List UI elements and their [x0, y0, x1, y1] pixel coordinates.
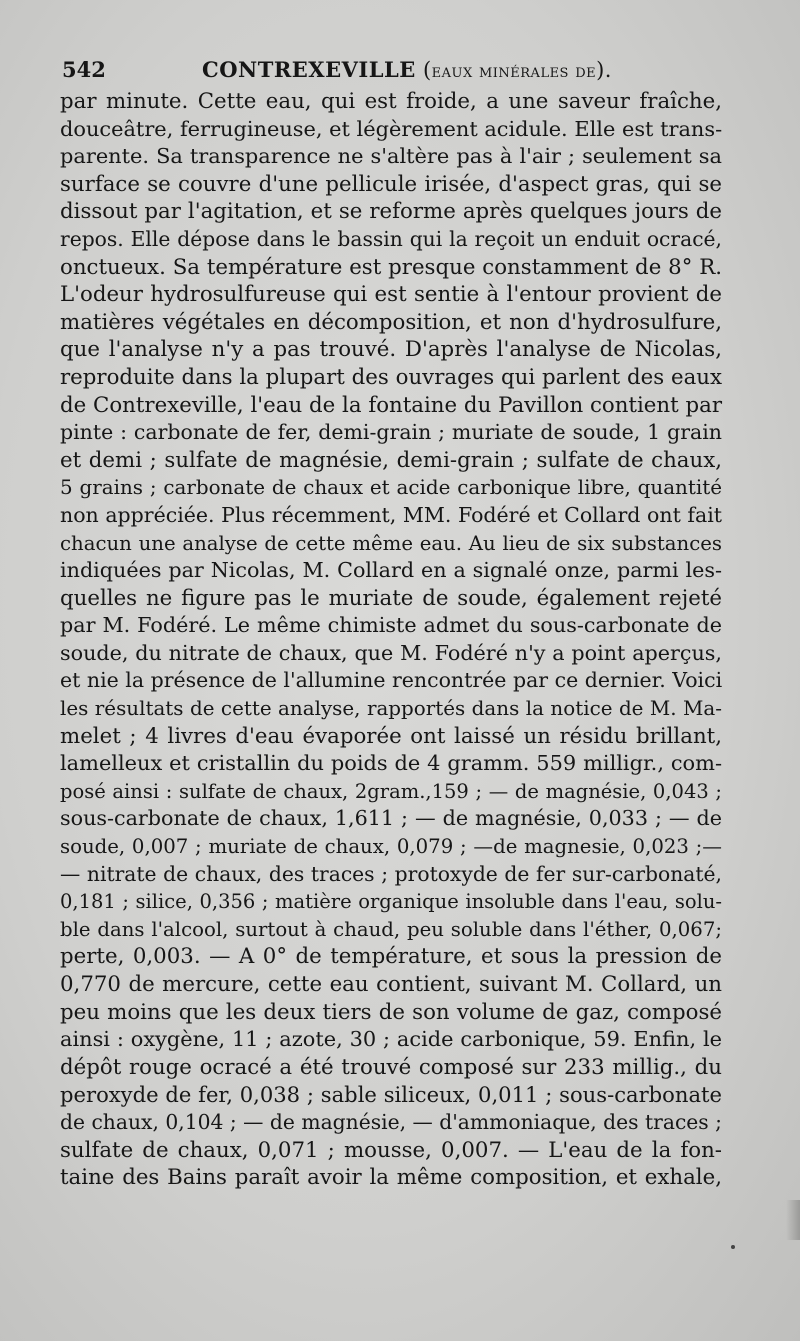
text-line: peroxyde de fer, 0,038 ; sable siliceux, 0,011 ; sous-carbonate	[60, 1082, 722, 1108]
page-number: 542	[62, 57, 106, 82]
text-line: et demi ; sulfate de magnésie, demi-grain ; sulfate de chaux,	[60, 447, 722, 473]
body-text	[60, 88, 722, 1192]
text-line: melet ; 4 livres d'eau évaporée ont laissé un résidu brillant,	[60, 723, 722, 749]
text-line: dissout par l'agitation, et se reforme après quelques jours de	[60, 199, 722, 225]
text-line: reproduite dans la plupart des ouvrages qui parlent des eaux	[60, 364, 722, 390]
text-line: les résultats de cette analyse, rapportés dans la notice de M. Ma-	[60, 697, 722, 721]
text-line: surface se couvre d'une pellicule irisée, d'aspect gras, qui se	[60, 171, 722, 197]
page-header	[62, 53, 732, 87]
text-line: par M. Fodéré. Le même chimiste admet du sous-carbonate de	[60, 613, 722, 638]
text-line: par minute. Cette eau, qui est froide, a une saveur fraîche,	[60, 89, 722, 114]
running-title-close-paren: ).	[596, 58, 612, 82]
text-line: douceâtre, ferrugineuse, et légèrement acidule. Elle est trans-	[60, 116, 723, 141]
text-line: de chaux, 0,104 ; — de magnésie, — d'ammoniaque, des traces ;	[60, 1109, 722, 1134]
text-line: que l'analyse n'y a pas trouvé. D'après l'analyse de Nicolas,	[60, 337, 722, 363]
text-line: sulfate de chaux, 0,071 ; mousse, 0,007. — L'eau de la fon-	[60, 1137, 722, 1163]
text-line: quelles ne figure pas le muriate de soude, également rejeté	[60, 585, 722, 611]
text-line: repos. Elle dépose dans le bassin qui la reçoit un enduit ocracé,	[60, 226, 722, 251]
text-line: non appréciée. Plus récemment, MM. Fodéré et Collard ont fait	[60, 502, 722, 527]
page-edge-shadow	[786, 1200, 800, 1240]
text-line: soude, du nitrate de chaux, que M. Fodéré n'y a point aperçus,	[60, 640, 722, 665]
text-line: et nie la présence de l'allumine rencontrée par ce dernier. Voici	[60, 668, 723, 693]
text-line: taine des Bains paraît avoir la même composition, et exhale,	[60, 1165, 722, 1191]
text-line: chacun une analyse de cette même eau. Au lieu de six substances	[60, 531, 722, 555]
text-line: peu moins que les deux tiers de son volume de gaz, composé	[60, 999, 722, 1025]
text-line: 5 grains ; carbonate de chaux et acide carbonique libre, quantité	[60, 476, 722, 500]
text-line: 0,181 ; silice, 0,356 ; matière organique insoluble dans l'eau, solu-	[60, 890, 722, 914]
text-line: onctueux. Sa température est presque constamment de 8° R.	[60, 254, 722, 280]
text-line: ainsi : oxygène, 11 ; azote, 30 ; acide carbonique, 59. Enfin, le	[60, 1027, 722, 1052]
text-line: posé ainsi : sulfate de chaux, 2gram.,159 ; — de magnésie, 0,043 ;	[60, 779, 722, 803]
running-title-open-paren: (	[422, 58, 432, 82]
text-line: matières végétales en décomposition, et non d'hydrosulfure,	[60, 309, 722, 335]
running-title-main: CONTREXEVILLE	[202, 57, 416, 82]
running-title	[202, 53, 612, 89]
text-line: 0,770 de mercure, cette eau contient, suivant M. Collard, un	[60, 972, 722, 997]
running-title-subtitle: eaux minérales de	[431, 61, 597, 82]
text-line: indiquées par Nicolas, M. Collard en a signalé onze, parmi les-	[60, 558, 722, 583]
text-line: sous-carbonate de chaux, 1,611 ; — de magnésie, 0,033 ; — de	[60, 806, 722, 831]
text-line: soude, 0,007 ; muriate de chaux, 0,079 ; —de magnesie, 0,023 ;—	[60, 835, 722, 859]
text-line: pinte : carbonate de fer, demi-grain ; muriate de soude, 1 grain	[60, 420, 722, 445]
text-line: perte, 0,003. — A 0° de température, et sous la pression de	[60, 944, 722, 970]
text-line: parente. Sa transparence ne s'altère pas à l'air ; seulement sa	[60, 144, 722, 169]
text-line: dépôt rouge ocracé a été trouvé composé sur 233 millig., du	[60, 1054, 722, 1080]
ink-speck	[731, 1245, 735, 1249]
text-line: lamelleux et cristallin du poids de 4 gramm. 559 milligr., com-	[60, 751, 722, 776]
text-line: de Contrexeville, l'eau de la fontaine du Pavillon contient par	[60, 392, 722, 418]
text-line: ble dans l'alcool, surtout à chaud, peu soluble dans l'éther, 0,067;	[60, 917, 722, 941]
text-line: L'odeur hydrosulfureuse qui est sentie à l'entour provient de	[60, 282, 722, 308]
text-line: — nitrate de chaux, des traces ; protoxyde de fer sur-carbonaté,	[60, 861, 722, 886]
